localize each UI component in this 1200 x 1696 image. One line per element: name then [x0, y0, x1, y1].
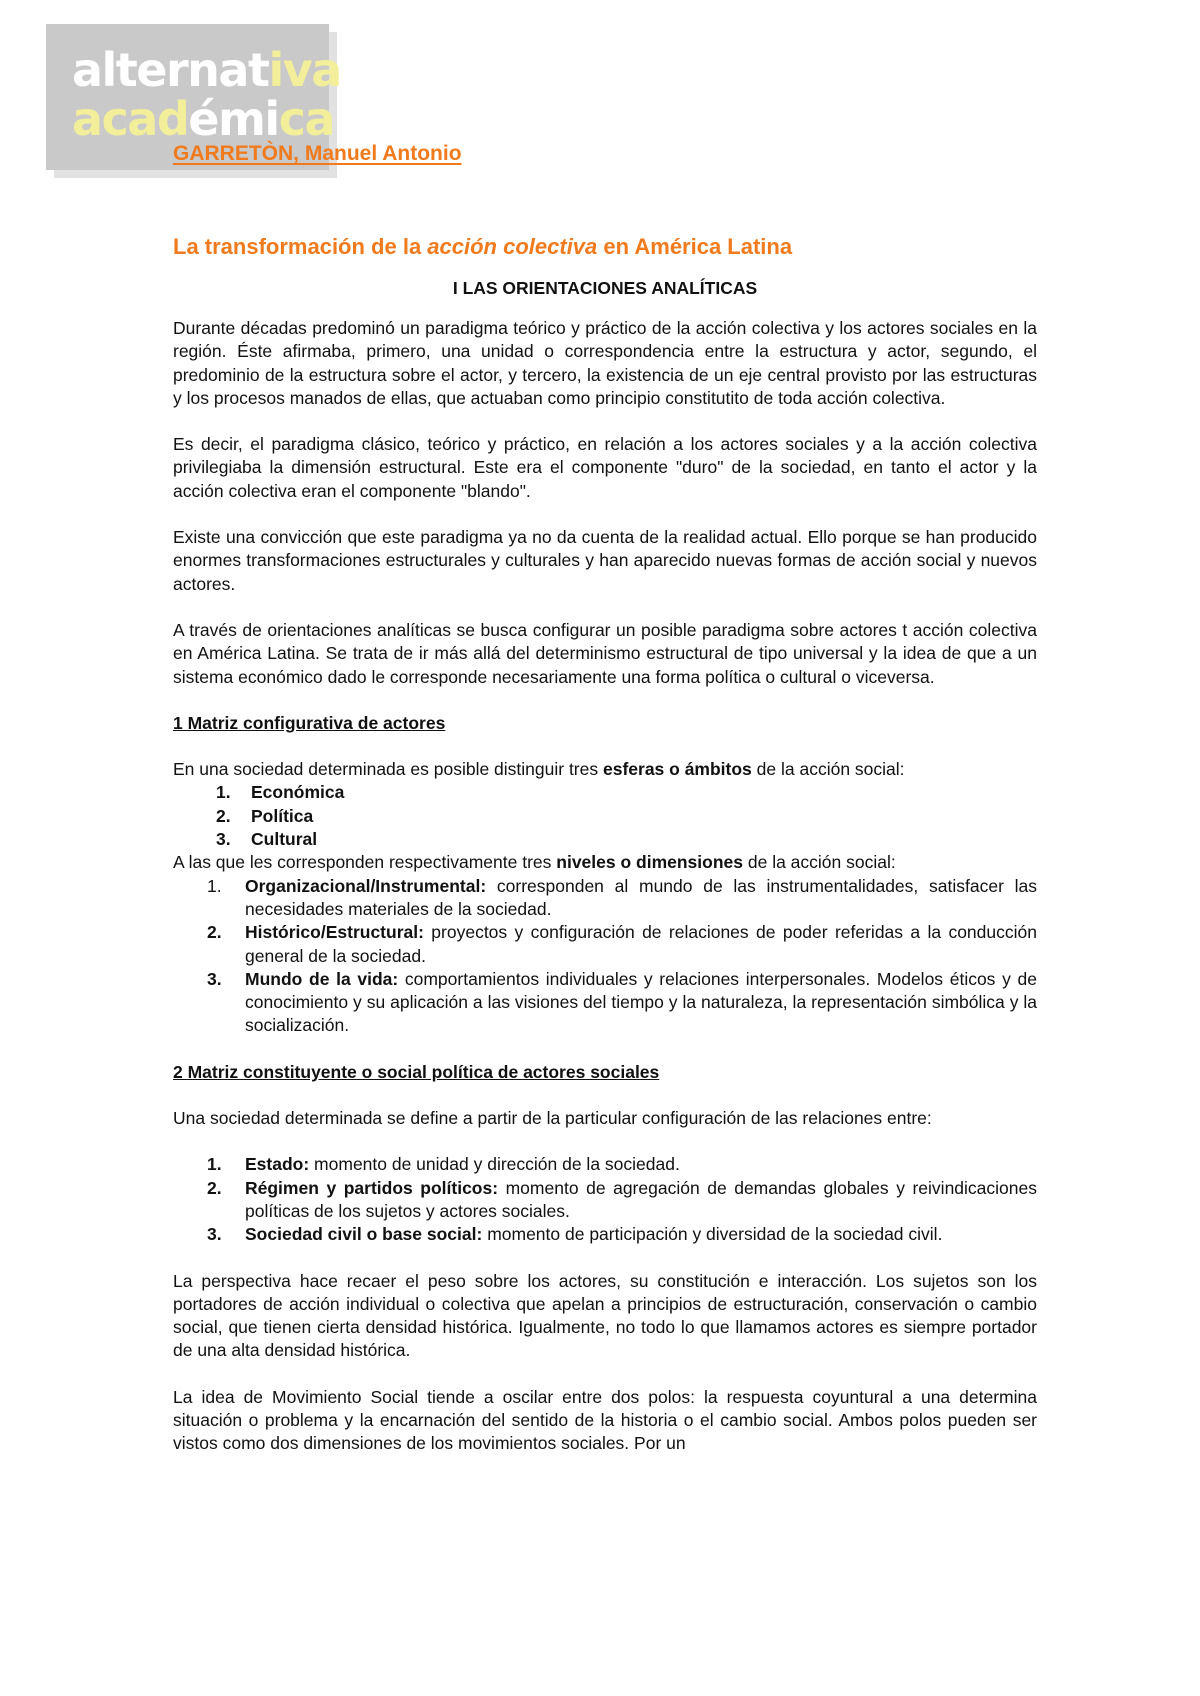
- paragraph: Existe una convicción que este paradigma ya no da cuenta de la realidad actual. Ello porque se han producido enormes transformaciones estructurales y culturales y han aparecido nuevas formas de acción social y nuevos actores.: [173, 527, 1037, 594]
- levels-list: [173, 875, 1037, 1038]
- section1-heading: 1 Matriz configurativa de actores: [173, 712, 446, 733]
- paragraph: Durante décadas predominó un paradigma teórico y práctico de la acción colectiva y los actores sociales en la región. Éste afirmaba, primero, una unidad o correspondencia entre la estructura y actor, segundo, el predominio de la estructura sobre el actor, y tercero, la existencia de un eje central provisto por las estructuras y los procesos manados de ellas, que actuaban como principio constitutito de toda acción colectiva.: [173, 318, 1037, 408]
- list-item: 2. Política: [216, 805, 314, 826]
- paragraph: La perspectiva hace recaer el peso sobre los actores, su constitución e interacción. Los sujetos son los portadores de acción individual o colectiva que apelan a principios de estructuración, conservación o cambio social, que tienen cierta densidad histórica. Igualmente, no todo lo que llamamos actores es siempre portador de una alta densidad histórica.: [173, 1270, 1037, 1361]
- list-item: 3. Mundo de la vida: comportamientos individuales y relaciones interpersonales. Modelos éticos y de conocimiento y su aplicación a las visiones del tiempo y la naturaleza, la representación simbólica y la socialización.: [207, 968, 1037, 1036]
- list-item: 1. Organizacional/Instrumental: corresponden al mundo de las instrumentalidades, satisfacer las necesidades materiales de la sociedad.: [207, 875, 1037, 919]
- section2-heading: 2 Matriz constituyente o social política de actores sociales: [173, 1061, 660, 1082]
- section1-intro: En una sociedad determinada es posible distinguir tres esferas o ámbitos de la acción social:: [173, 759, 905, 780]
- list-item: 2. Histórico/Estructural: proyectos y configuración de relaciones de poder referidas a la conducción general de la sociedad.: [207, 922, 1037, 966]
- section2-intro: Una sociedad determinada se define a partir de la particular configuración de las relaciones entre:: [173, 1108, 932, 1129]
- list-item: 3. Sociedad civil o base social: momento de participación y diversidad de la sociedad civil.: [207, 1224, 943, 1245]
- document-title: La transformación de la acción colectiva en América Latina: [173, 234, 793, 259]
- paragraph: La idea de Movimiento Social tiende a oscilar entre dos polos: la respuesta coyuntural a una determina situación o problema y la encarnación del sentido de la historia o el cambio social. Ambos polos pueden ser vistos como dos dimensiones de los movimientos sociales. Por un: [173, 1386, 1037, 1454]
- document-page: [173, 142, 1037, 1479]
- author-name: GARRETÒN, Manuel Antonio: [173, 142, 462, 165]
- list-item: 1. Estado: momento de unidad y dirección de la sociedad.: [207, 1154, 680, 1175]
- relations-list: [173, 1153, 1037, 1246]
- spheres-list: [173, 781, 1037, 851]
- section-title: I LAS ORIENTACIONES ANALÍTICAS: [452, 278, 758, 298]
- list-item: 3. Cultural: [216, 829, 318, 850]
- list-item: 2. Régimen y partidos políticos: momento de agregación de demandas globales y reivindicaciones políticas de los sujetos y actores sociales.: [207, 1177, 1037, 1221]
- list-item: 1. Económica: [216, 782, 345, 803]
- paragraph: A través de orientaciones analíticas se busca configurar un posible paradigma sobre actores t acción colectiva en América Latina. Se trata de ir más allá del determinismo estructural de tipo universal y la idea de que a un sistema económico dado le corresponde necesariamente una forma política o cultural o viceversa.: [173, 619, 1037, 687]
- logo-wordmark: alternativa académica: [72, 43, 341, 146]
- levels-intro: A las que les corresponden respectivamente tres niveles o dimensiones de la acción social:: [173, 852, 896, 873]
- paragraph: Es decir, el paradigma clásico, teórico y práctico, en relación a los actores sociales y a la acción colectiva privilegiaba la dimensión estructural. Este era el componente "duro" de la sociedad, en tanto el actor y la acción colectiva eran el componente "blando".: [173, 434, 1037, 501]
